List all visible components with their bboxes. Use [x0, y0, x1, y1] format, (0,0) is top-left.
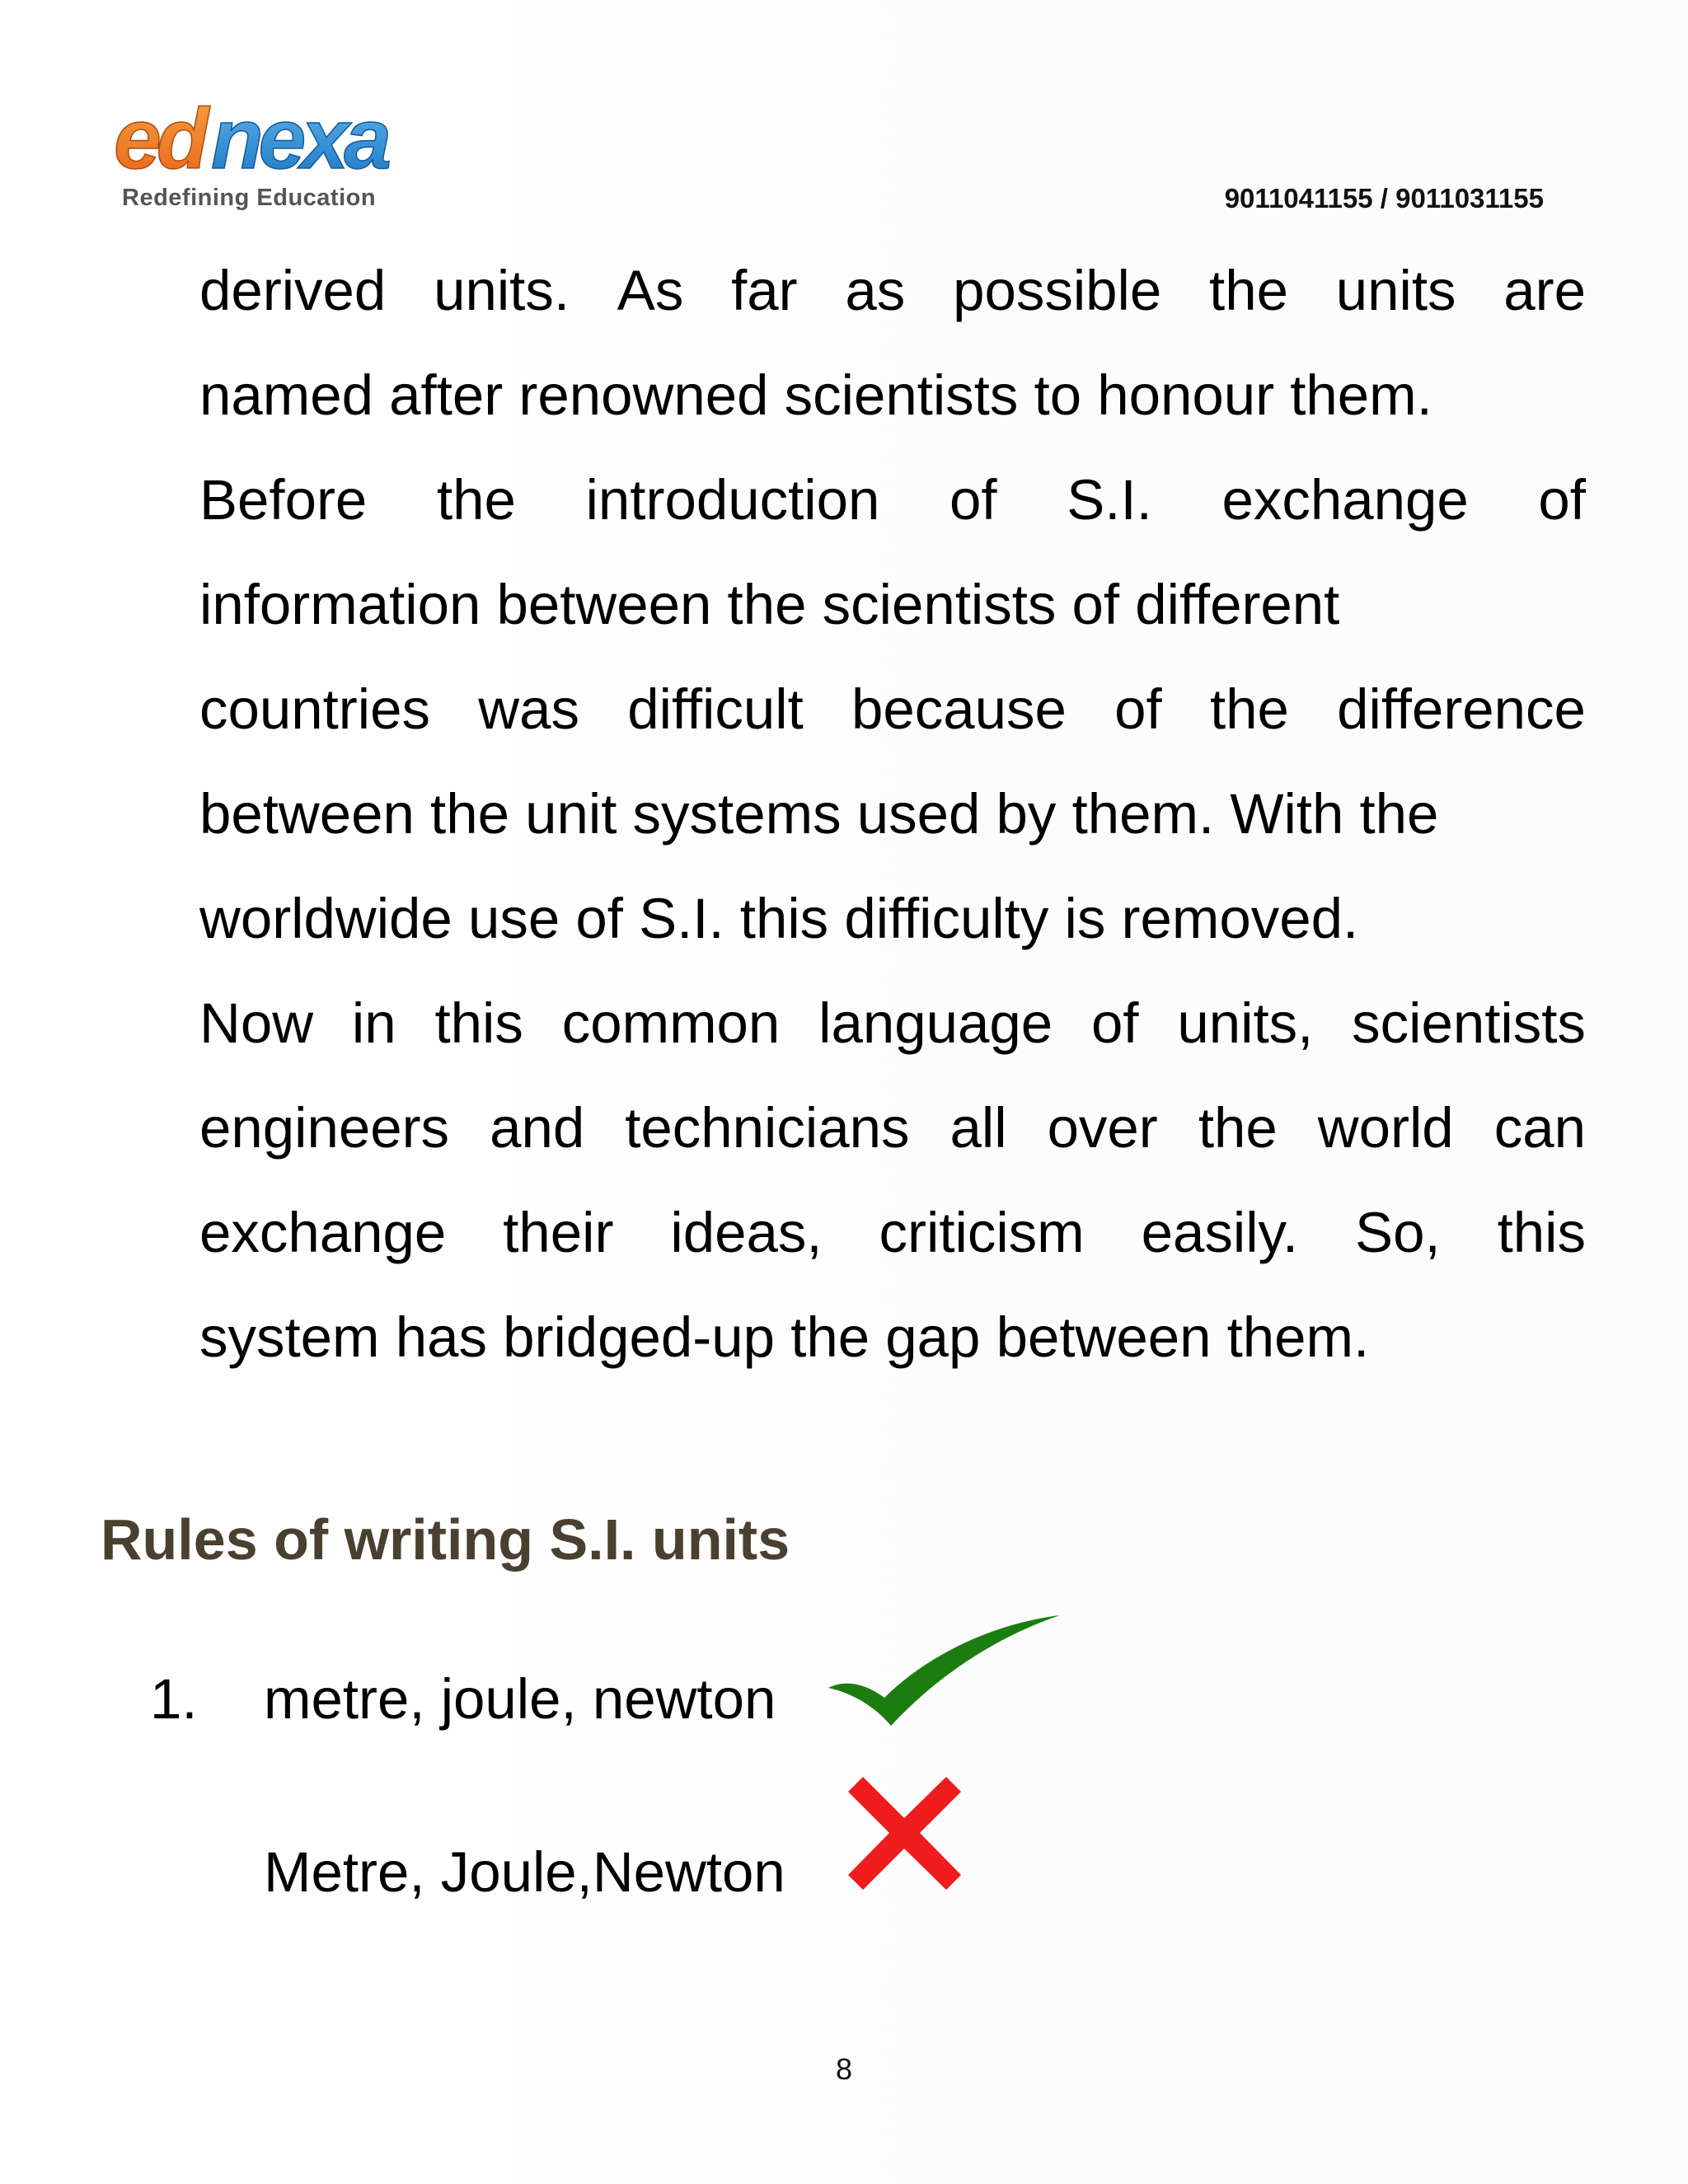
body-word: in [351, 991, 396, 1055]
body-word: of [950, 468, 997, 532]
cross-icon [845, 1774, 964, 1893]
body-word: derived [199, 259, 387, 322]
rule-correct-example: metre, joule, newton [264, 1667, 776, 1731]
body-word: technicians [625, 1096, 910, 1160]
body-word: was [478, 677, 579, 741]
body-word: the [436, 468, 516, 532]
body-word: S.I. [1067, 468, 1152, 532]
body-word: units [1335, 259, 1456, 322]
body-word: units, [1177, 991, 1314, 1055]
body-line [199, 1193, 1586, 1298]
check-icon [827, 1614, 1062, 1727]
body-word: criticism [879, 1201, 1085, 1264]
body-word: units. [434, 259, 570, 322]
body-line: worldwide use of S.I. this difficulty is removed. [199, 887, 1359, 950]
body-line: information between the scientists of different [199, 573, 1340, 636]
body-word: of [1538, 468, 1586, 532]
body-line: system has bridged-up the gap between them. [199, 1305, 1370, 1369]
body-word: As [617, 259, 684, 322]
body-word: exchange [199, 1201, 447, 1264]
section-heading: Rules of writing S.I. units [101, 1507, 790, 1572]
body-word: the [1209, 259, 1288, 322]
body-line [199, 251, 1586, 356]
body-word: of [1114, 677, 1162, 741]
body-word: difficult [627, 677, 804, 741]
body-line [199, 670, 1586, 775]
body-word: as [845, 259, 906, 322]
body-word: this [434, 991, 523, 1055]
body-word: world [1317, 1096, 1454, 1160]
body-word: this [1497, 1201, 1586, 1264]
body-word: Now [199, 991, 314, 1055]
body-word: the [1198, 1096, 1278, 1160]
body-line [199, 461, 1586, 565]
svg-text:nexa: nexa [211, 92, 387, 187]
body-word: common [561, 991, 781, 1055]
body-word: language [818, 991, 1053, 1055]
body-word: their [503, 1201, 614, 1264]
page-number: 8 [835, 2052, 853, 2086]
svg-text:ed: ed [114, 92, 204, 187]
header-phone-numbers: 9011041155 / 9011031155 [1224, 183, 1544, 213]
logo-tagline: Redefining Education [122, 185, 377, 211]
body-line: named after renowned scientists to honour them. [199, 363, 1432, 427]
body-paragraph [199, 251, 1586, 1403]
body-word: difference [1337, 677, 1586, 741]
body-word: over [1047, 1096, 1158, 1160]
body-line: between the unit systems used by them. With the [199, 782, 1439, 846]
body-word: possible [953, 259, 1162, 322]
body-word: are [1503, 259, 1586, 322]
body-word: easily. [1141, 1201, 1299, 1264]
rule-number: 1. [150, 1667, 198, 1731]
body-word: exchange [1221, 468, 1469, 532]
body-word: So, [1355, 1201, 1441, 1264]
ednexa-logo [114, 92, 419, 216]
body-word: of [1090, 991, 1139, 1055]
body-word: and [490, 1096, 585, 1160]
body-word: scientists [1352, 991, 1586, 1055]
body-word: introduction [585, 468, 880, 532]
logo-wordmark [114, 92, 419, 187]
body-word: all [950, 1096, 1007, 1160]
rule-wrong-example: Metre, Joule,Newton [264, 1840, 785, 1904]
body-word: far [731, 259, 798, 322]
body-word: the [1209, 677, 1289, 741]
body-line [199, 984, 1586, 1089]
body-word: countries [199, 677, 430, 741]
body-word: Before [199, 468, 368, 532]
body-word: can [1493, 1096, 1586, 1160]
body-word: ideas, [670, 1201, 823, 1264]
body-word: engineers [199, 1096, 450, 1160]
body-line [199, 1089, 1586, 1193]
body-word: because [851, 677, 1067, 741]
